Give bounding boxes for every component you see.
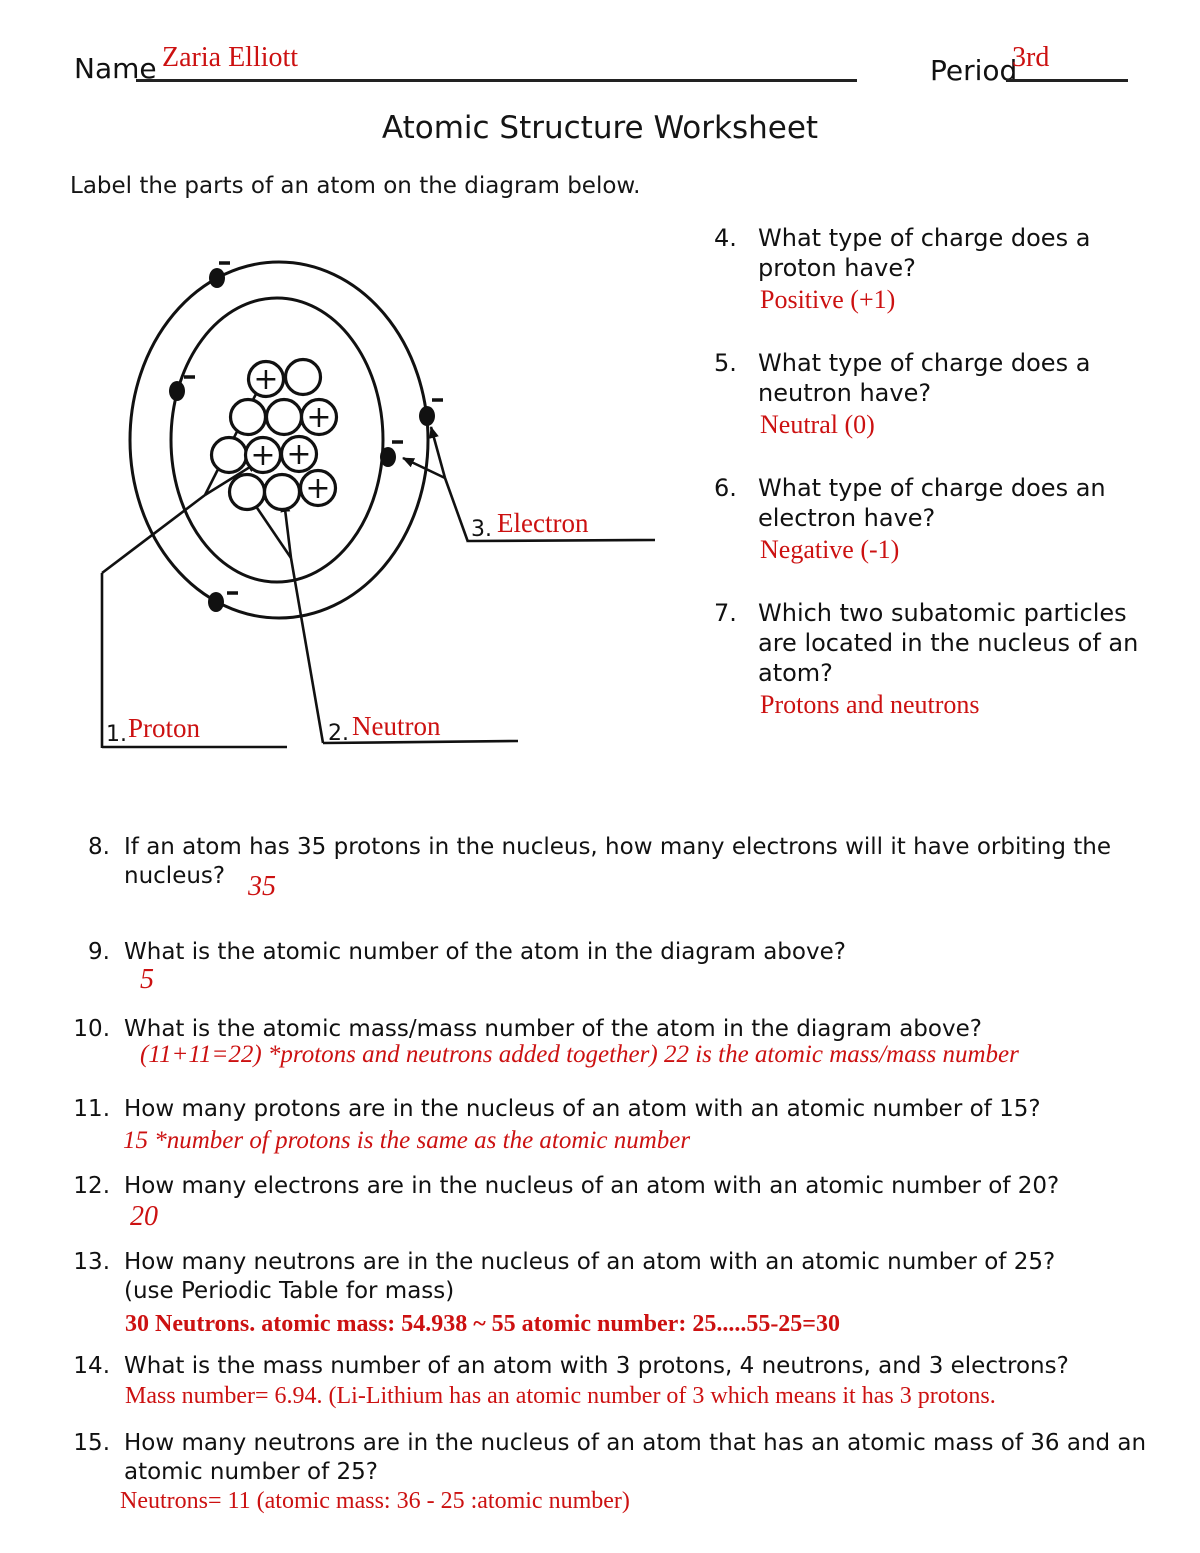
answer-text: (11+11=22) *protons and neutrons added together) 22 is the atomic mass/mass number: [140, 1041, 1019, 1068]
question-text: What type of charge does a proton have?: [758, 224, 1091, 282]
question-number: 15.: [73, 1430, 110, 1456]
question-number: 6.: [714, 474, 737, 502]
answer-text: Mass number= 6.94. (Li-Lithium has an atomic number of 3 which means it has 3 protons.: [125, 1383, 996, 1409]
question-text: What is the atomic number of the atom in the diagram above?: [124, 939, 846, 965]
connector-line: [291, 558, 323, 743]
page-title: Atomic Structure Worksheet: [381, 110, 819, 146]
answer-text: Protons and neutrons: [760, 690, 980, 719]
plus-sign: +: [250, 438, 276, 473]
diagram-answer-label: Electron: [497, 508, 589, 538]
name-label: Name: [74, 52, 157, 85]
atom-diagram: [0, 0, 700, 800]
question-13: [60, 1248, 1170, 1337]
question-number: 7.: [714, 599, 737, 627]
connector-line: [445, 478, 468, 542]
connector-arrow: [431, 427, 445, 478]
diagram-answer-label: Neutron: [352, 711, 441, 741]
neutron-circle: [265, 475, 300, 510]
question-text: Which two subatomic particles are located in the nucleus of an atom?: [758, 599, 1139, 687]
period-value: 3rd: [1012, 42, 1050, 73]
question-number: 9.: [88, 939, 110, 965]
connector-line: [468, 540, 655, 541]
question-number: 14.: [73, 1353, 110, 1379]
question-11: [60, 1095, 1170, 1154]
right-question-column: [714, 223, 1154, 753]
question-8: [60, 833, 1170, 902]
plus-sign: +: [306, 400, 332, 435]
diagram-number-label: 2.: [328, 721, 349, 746]
name-value: Zaria Elliott: [162, 42, 299, 73]
period-label: Period: [930, 54, 1018, 87]
question-text: How many protons are in the nucleus of an atom with an atomic number of 15?: [124, 1096, 1041, 1122]
answer-text: Negative (-1): [760, 535, 900, 564]
answer-text: 35: [248, 871, 276, 902]
question-text: How many neutrons are in the nucleus of an atom with an atomic number of 25? (use Periodic Table for mass): [124, 1249, 1056, 1304]
period-underline: [1006, 79, 1128, 82]
diagram-number-label: 1.: [106, 722, 127, 747]
question-text: What type of charge does a neutron have?: [758, 349, 1091, 407]
question-text: What is the mass number of an atom with 3 protons, 4 neutrons, and 3 electrons?: [124, 1353, 1069, 1379]
answer-text: 5: [140, 964, 154, 995]
neutron-circle: [231, 400, 266, 435]
question-number: 5.: [714, 349, 737, 377]
plus-sign: +: [286, 437, 312, 472]
plus-sign: +: [253, 362, 279, 397]
question-number: 4.: [714, 224, 737, 252]
neutron-circle: [212, 438, 247, 473]
electron-dot: [209, 268, 225, 288]
question-4: [714, 223, 1154, 315]
connector-line: [102, 495, 205, 573]
question-number: 13.: [73, 1249, 110, 1275]
plus-sign: +: [305, 471, 331, 506]
answer-text: 30 Neutrons. atomic mass: 54.938 ~ 55 atomic number: 25.....55-25=30: [125, 1311, 840, 1337]
neutron-circle: [230, 475, 265, 510]
instruction-text: Label the parts of an atom on the diagram below.: [70, 173, 641, 199]
diagram-answer-label: Proton: [128, 713, 201, 743]
connector-line: [323, 741, 518, 743]
diagram-number-label: 3.: [471, 517, 492, 542]
question-number: 11.: [73, 1096, 110, 1122]
answer-text: 20: [130, 1201, 158, 1232]
question-9: [60, 938, 1170, 995]
answer-text: Positive (+1): [760, 285, 896, 314]
answer-text: Neutral (0): [760, 410, 875, 439]
question-6: [714, 473, 1154, 565]
answer-text: 15 *number of protons is the same as the atomic number: [123, 1127, 691, 1154]
neutron-circle: [267, 400, 302, 435]
electron-dot: [169, 381, 185, 401]
question-text: How many neutrons are in the nucleus of an atom that has an atomic mass of 36 and an atomic number of 25?: [124, 1430, 1147, 1485]
electron-dot: [208, 592, 224, 612]
electron-dot: [419, 406, 435, 426]
answer-text: Neutrons= 11 (atomic mass: 36 - 25 :atomic number): [120, 1488, 630, 1514]
question-7: [714, 598, 1154, 720]
question-text: If an atom has 35 protons in the nucleus, how many electrons will it have orbiting the nucleus?: [124, 834, 1111, 889]
question-number: 12.: [73, 1173, 110, 1199]
question-text: How many electrons are in the nucleus of an atom with an atomic number of 20?: [124, 1173, 1060, 1199]
electron-dot: [380, 447, 396, 467]
question-5: [714, 348, 1154, 440]
question-10: [60, 1015, 1170, 1068]
question-12: [60, 1172, 1170, 1232]
question-number: 10.: [73, 1016, 110, 1042]
question-text: What type of charge does an electron have?: [758, 474, 1106, 532]
question-14: [60, 1352, 1170, 1409]
question-15: [60, 1429, 1170, 1514]
question-number: 8.: [88, 834, 110, 860]
neutron-circle: [286, 360, 321, 395]
question-text: What is the atomic mass/mass number of the atom in the diagram above?: [124, 1016, 982, 1042]
